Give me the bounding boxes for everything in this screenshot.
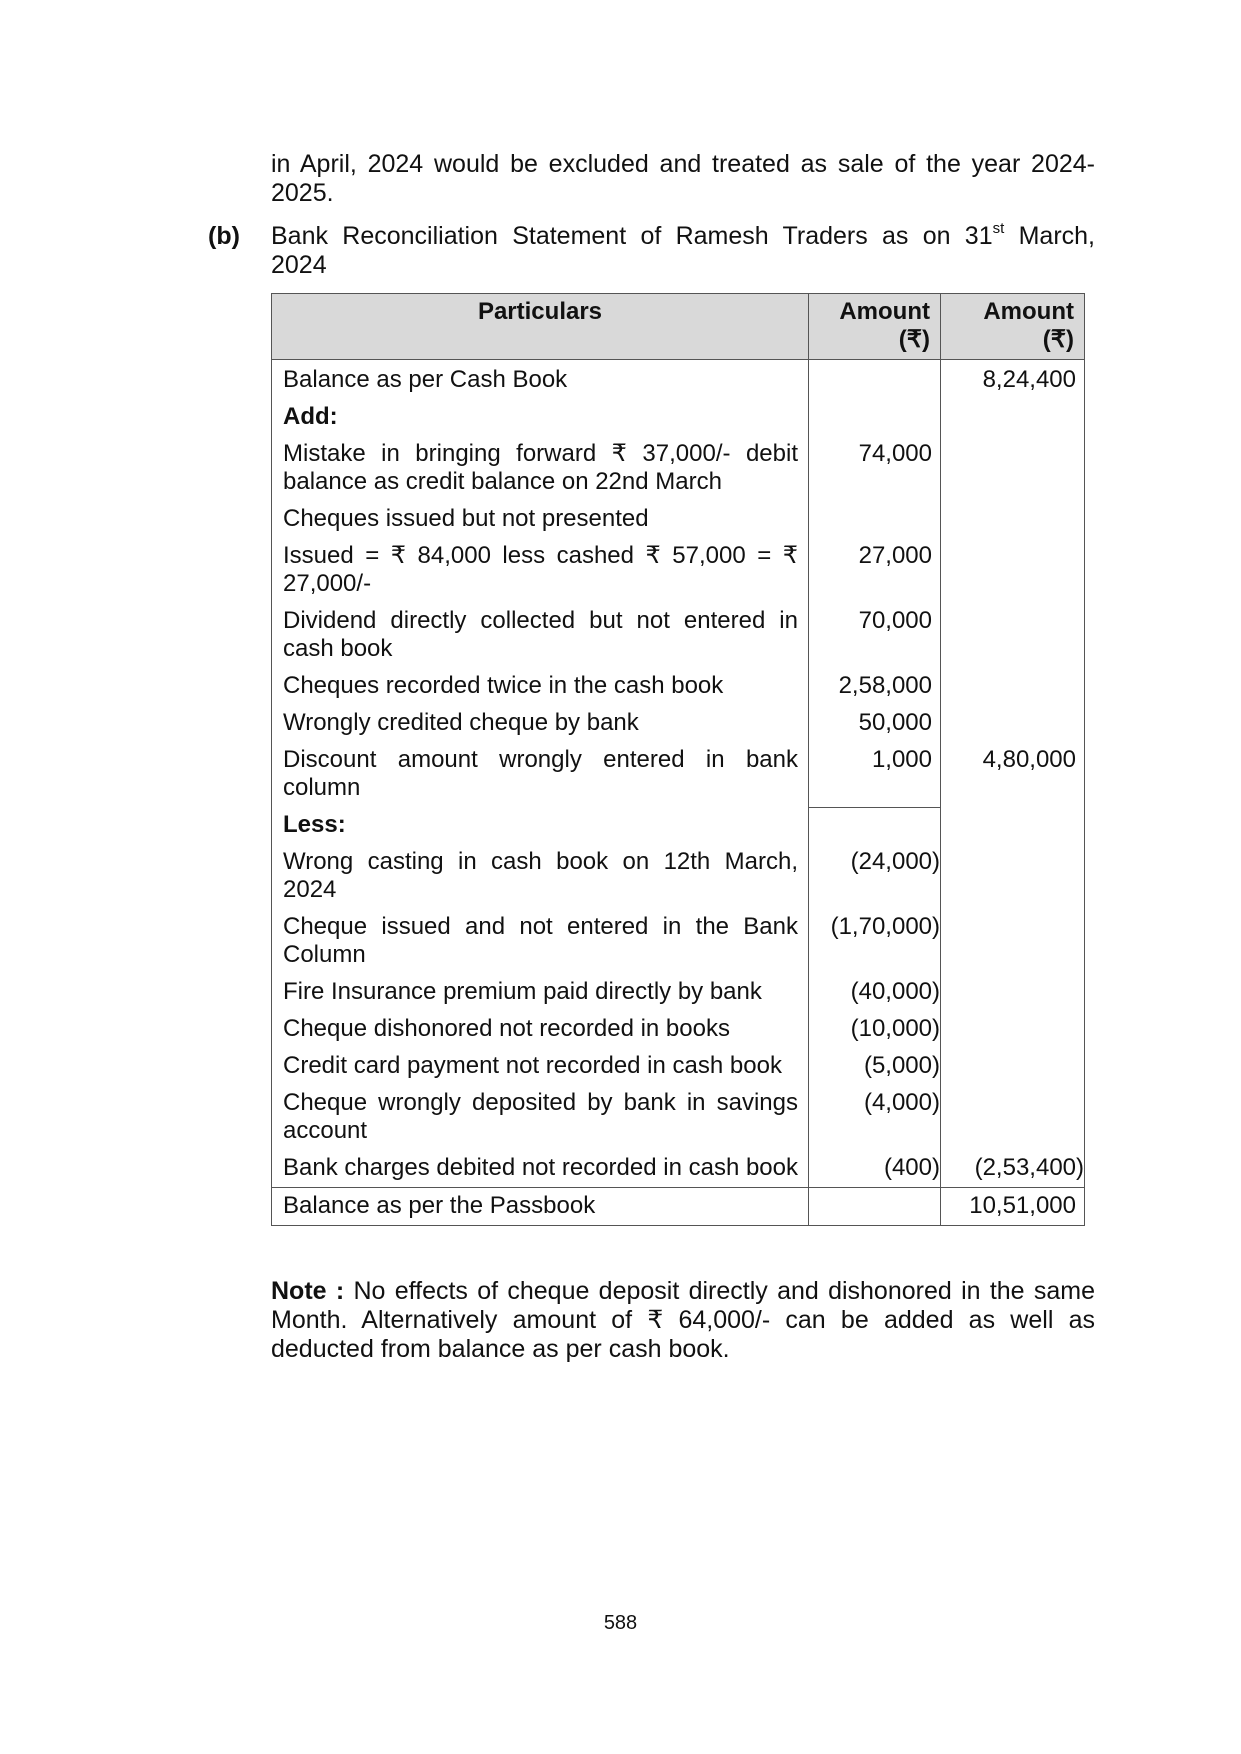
row-particulars: Credit card payment not recorded in cash book bbox=[272, 1048, 809, 1085]
closing-balance-label: Balance as per the Passbook bbox=[272, 1188, 809, 1226]
row-amount-2: 10,51,000 bbox=[941, 1188, 1085, 1226]
row-particulars: Dividend directly collected but not entered in cash book bbox=[272, 603, 809, 668]
row-amount-2: (2,53,400) bbox=[941, 1150, 1085, 1188]
section-title-line2: 2024 bbox=[271, 251, 327, 279]
header-amount-2-label: Amount bbox=[983, 298, 1074, 325]
opening-balance-label: Balance as per Cash Book bbox=[272, 360, 809, 400]
row-amount-2 bbox=[941, 1011, 1085, 1048]
row-amount-1: (400) bbox=[809, 1150, 941, 1188]
row-amount-1: (10,000) bbox=[809, 1011, 941, 1048]
row-amount-2 bbox=[941, 501, 1085, 538]
less-row bbox=[272, 1085, 1085, 1150]
row-amount-2 bbox=[941, 909, 1085, 974]
row-particulars: Issued = ₹ 84,000 less cashed ₹ 57,000 = ₹ 27,000/- bbox=[272, 538, 809, 603]
closing-row bbox=[272, 1188, 1085, 1226]
header-amount-1 bbox=[809, 294, 941, 360]
header-amount-1-label: Amount bbox=[839, 298, 930, 325]
less-row bbox=[272, 909, 1085, 974]
less-label-row bbox=[272, 807, 1085, 844]
row-amount-1 bbox=[809, 501, 941, 538]
row-amount-2 bbox=[941, 1048, 1085, 1085]
title-superscript: st bbox=[992, 219, 1005, 237]
note-paragraph bbox=[271, 1277, 1095, 1364]
header-amount-2-unit: (₹) bbox=[1042, 326, 1074, 353]
page-number: 588 bbox=[603, 1612, 638, 1634]
row-amount-1: 27,000 bbox=[809, 538, 941, 603]
section-title-line1 bbox=[271, 219, 1095, 251]
row-particulars: Cheque wrongly deposited by bank in savings account bbox=[272, 1085, 809, 1150]
row-particulars: Fire Insurance premium paid directly by bank bbox=[272, 974, 809, 1011]
section-title bbox=[271, 219, 1095, 280]
less-label: Less: bbox=[272, 807, 809, 844]
opening-balance-amount: 8,24,400 bbox=[941, 360, 1085, 400]
row-amount-2 bbox=[941, 436, 1085, 501]
title-text-end: March, bbox=[1004, 222, 1095, 250]
add-row bbox=[272, 436, 1085, 501]
bank-reconciliation-table bbox=[271, 293, 1085, 1226]
row-particulars: Mistake in bringing forward ₹ 37,000/- debit balance as credit balance on 22nd March bbox=[272, 436, 809, 501]
row-amount-1: 70,000 bbox=[809, 603, 941, 668]
row-amount-2 bbox=[941, 705, 1085, 742]
row-particulars: Cheques issued but not presented bbox=[272, 501, 809, 538]
row-particulars: Cheque issued and not entered in the Bank Column bbox=[272, 909, 809, 974]
row-amount-1: 50,000 bbox=[809, 705, 941, 742]
add-row bbox=[272, 668, 1085, 705]
row-amount-1: 2,58,000 bbox=[809, 668, 941, 705]
row-amount-1: (5,000) bbox=[809, 1048, 941, 1085]
add-label: Add: bbox=[272, 399, 809, 436]
add-row bbox=[272, 501, 1085, 538]
header-amount-2 bbox=[941, 294, 1085, 360]
add-row bbox=[272, 705, 1085, 742]
row-particulars: Discount amount wrongly entered in bank column bbox=[272, 742, 809, 807]
add-row bbox=[272, 538, 1085, 603]
less-row bbox=[272, 1011, 1085, 1048]
row-amount-1: (24,000) bbox=[809, 844, 941, 909]
add-row bbox=[272, 603, 1085, 668]
row-amount-2 bbox=[941, 538, 1085, 603]
row-particulars: Bank charges debited not recorded in cash book bbox=[272, 1150, 809, 1188]
row-amount-1: (40,000) bbox=[809, 974, 941, 1011]
row-particulars: Cheques recorded twice in the cash book bbox=[272, 668, 809, 705]
row-amount-2 bbox=[941, 807, 1085, 844]
table-header-row bbox=[272, 294, 1085, 360]
note-text: No effects of cheque deposit directly and dishonored in the same Month. Alternatively amount of ₹ 64,000/- can be added as well as deducted from balance as per cash book. bbox=[271, 1277, 1095, 1363]
row-amount-2 bbox=[941, 603, 1085, 668]
header-particulars: Particulars bbox=[272, 294, 809, 360]
section-label: (b) bbox=[208, 222, 240, 250]
row-particulars: Wrongly credited cheque by bank bbox=[272, 705, 809, 742]
row-amount-1: (4,000) bbox=[809, 1085, 941, 1150]
less-row bbox=[272, 974, 1085, 1011]
less-row bbox=[272, 1150, 1085, 1188]
row-amount-1: 1,000 bbox=[809, 742, 941, 807]
table-row bbox=[272, 360, 1085, 400]
row-amount-2 bbox=[941, 1085, 1085, 1150]
add-row bbox=[272, 742, 1085, 807]
table-row bbox=[272, 399, 1085, 436]
header-amount-1-unit: (₹) bbox=[898, 326, 930, 353]
row-particulars: Cheque dishonored not recorded in books bbox=[272, 1011, 809, 1048]
row-amount-2 bbox=[941, 844, 1085, 909]
row-amount-1: 74,000 bbox=[809, 436, 941, 501]
opening-amount-1 bbox=[809, 360, 941, 400]
row-amount-2 bbox=[941, 974, 1085, 1011]
row-amount-2 bbox=[941, 668, 1085, 705]
title-text: Bank Reconciliation Statement of Ramesh Traders as on 31 bbox=[271, 222, 993, 250]
row-amount-1 bbox=[809, 1188, 941, 1226]
note-label: Note : bbox=[271, 1277, 345, 1305]
less-row bbox=[272, 844, 1085, 909]
less-row bbox=[272, 1048, 1085, 1085]
row-particulars: Wrong casting in cash book on 12th March, 2024 bbox=[272, 844, 809, 909]
row-amount-1: (1,70,000) bbox=[809, 909, 941, 974]
row-amount-1 bbox=[809, 807, 941, 844]
row-amount-2: 4,80,000 bbox=[941, 742, 1085, 807]
table-body bbox=[272, 360, 1085, 1226]
intro-paragraph: in April, 2024 would be excluded and treated as sale of the year 2024-2025. bbox=[271, 150, 1095, 207]
